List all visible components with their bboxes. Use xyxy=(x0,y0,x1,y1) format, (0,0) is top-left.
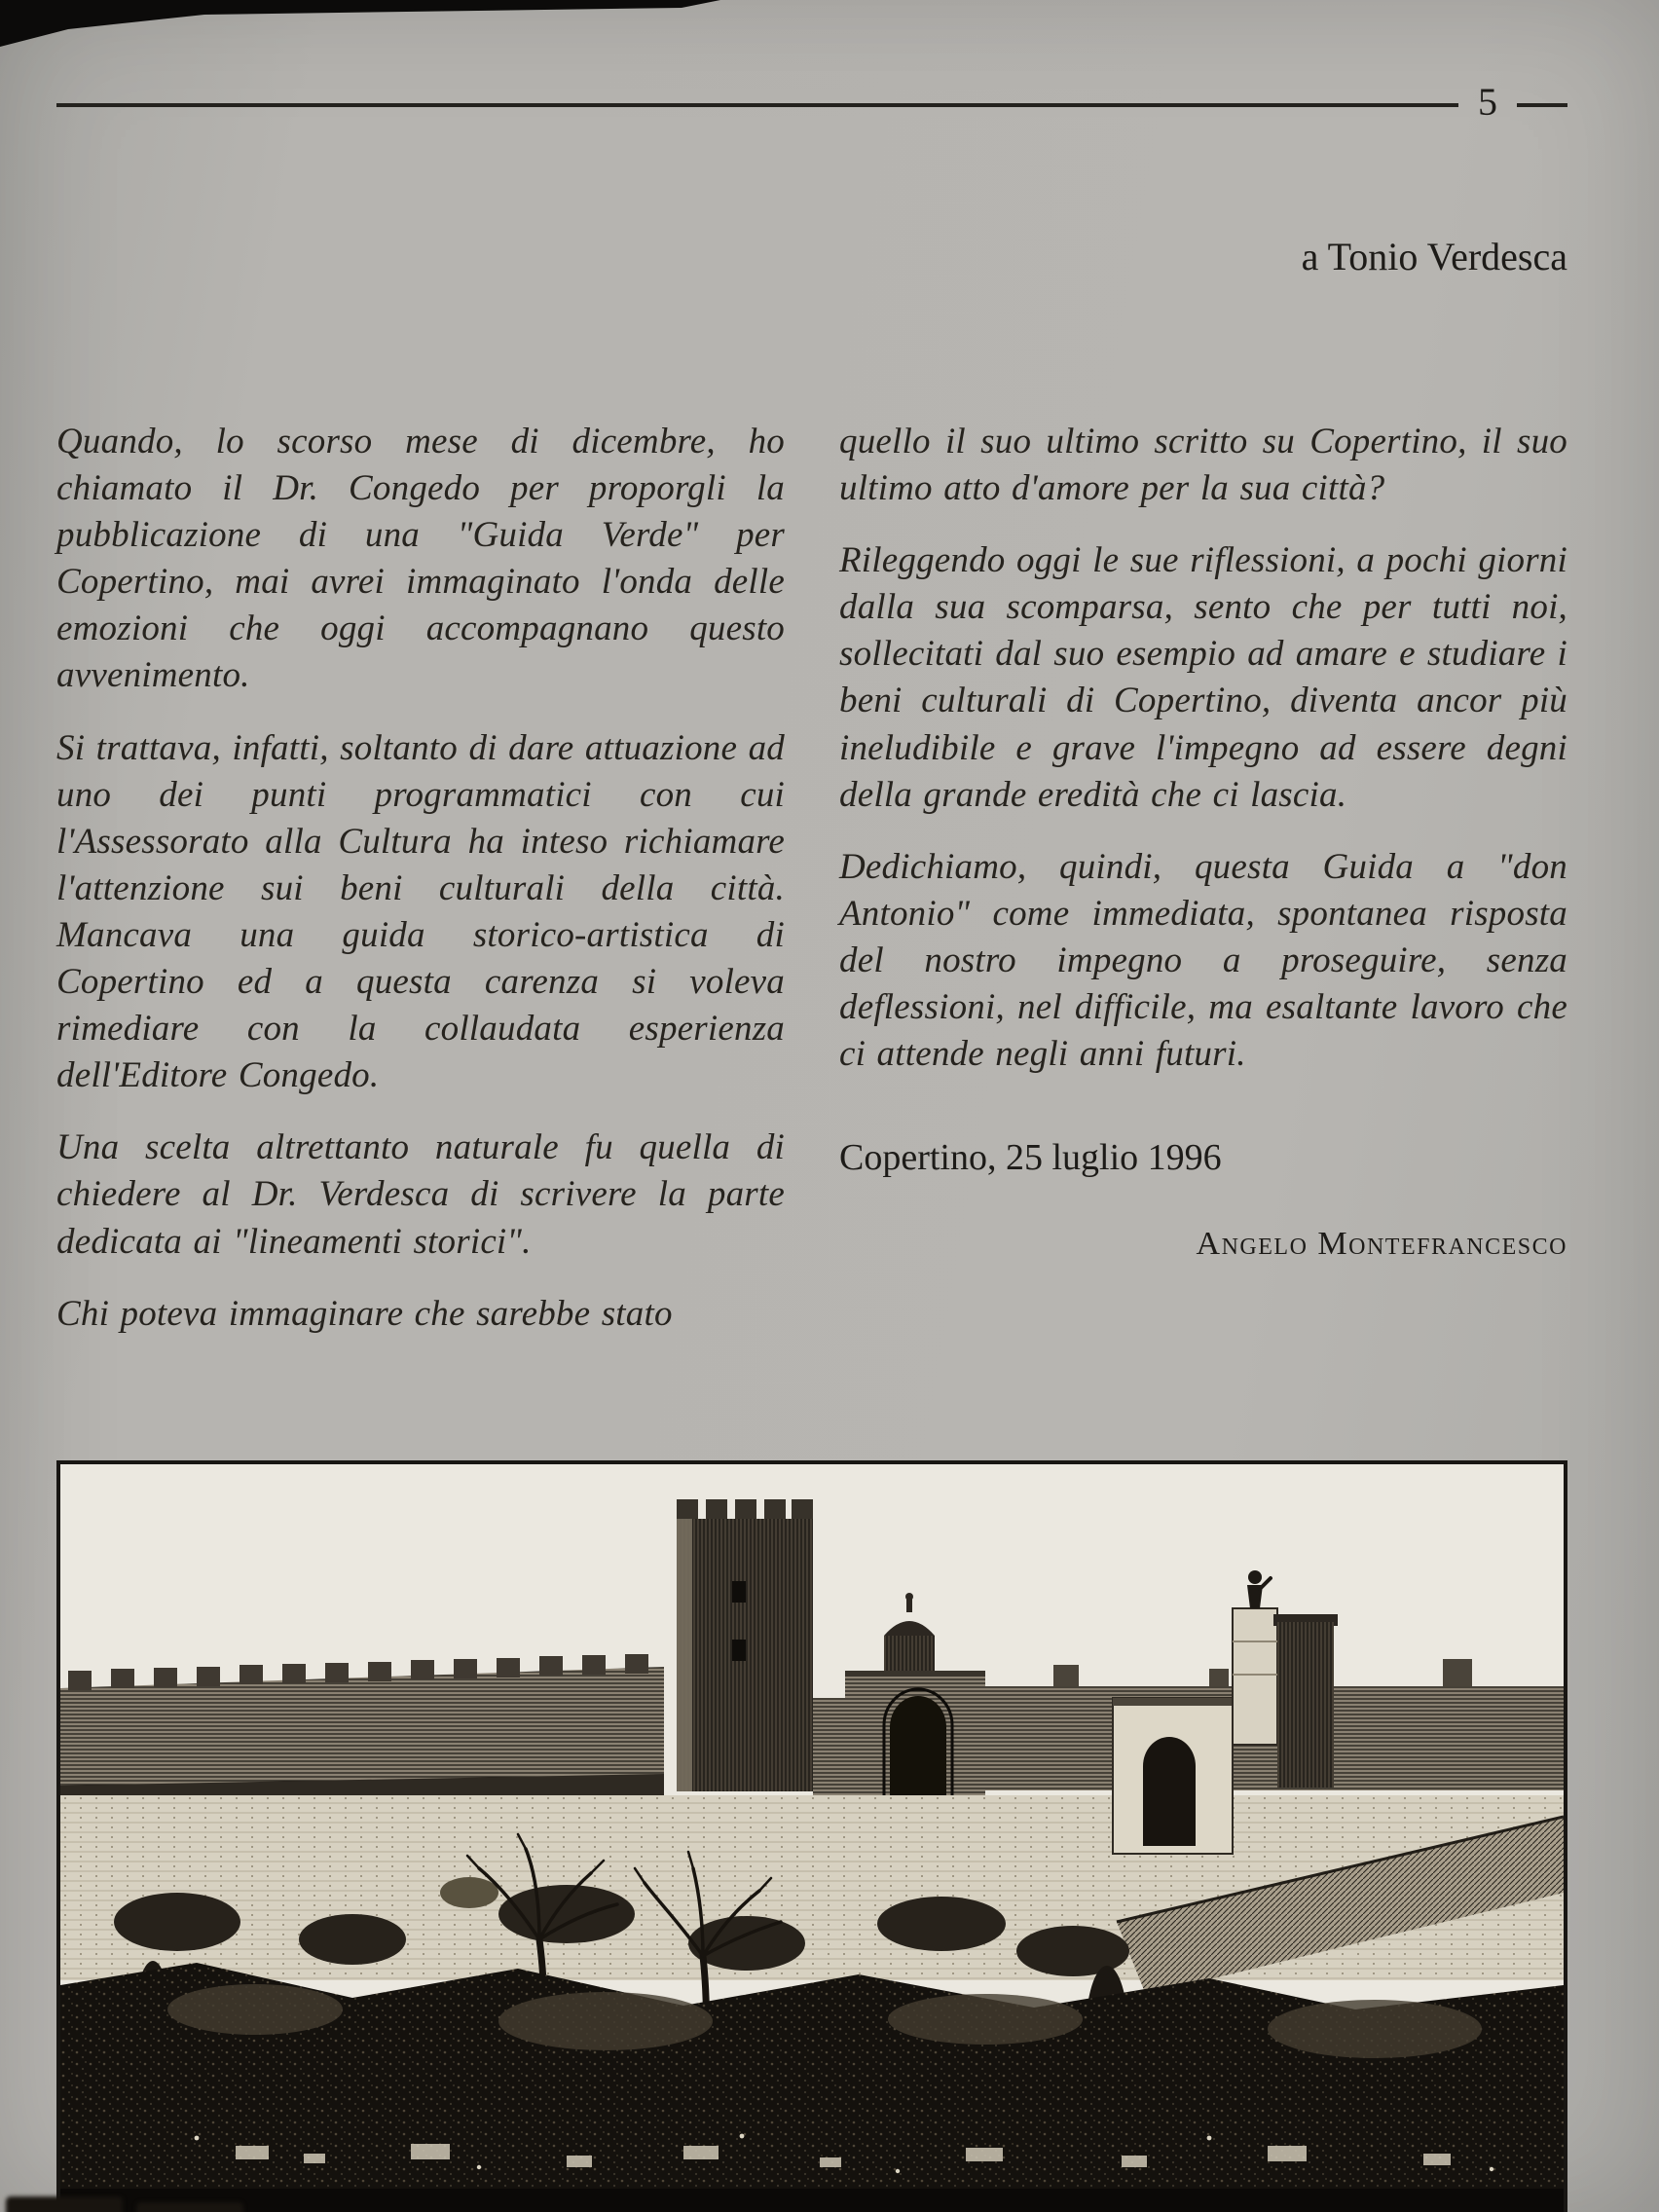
scan-edge-artifact xyxy=(0,0,720,47)
header-rule xyxy=(56,103,1458,107)
paragraph: Una scelta altrettanto naturale fu quella di chiedere al Dr. Verdesca di scrivere la parte dedicata ai "lineamenti storici". xyxy=(56,1127,785,1262)
paragraph: Quando, lo scorso mese di dicembre, ho chiamato il Dr. Congedo per proporgli la pubblicazione di una "Guida Verde" per Copertino, mai avrei immaginato l'onda delle emozioni che oggi accompagnano questo avvenimento. xyxy=(56,422,785,696)
header-rule-short xyxy=(1517,103,1567,107)
paragraph: quello il suo ultimo scritto su Copertino, il suo ultimo atto d'amore per la sua città? xyxy=(839,422,1567,509)
page-header xyxy=(56,80,1567,125)
text-columns xyxy=(56,419,1567,1363)
page-number: 5 xyxy=(1478,80,1497,124)
dedication: a Tonio Verdesca xyxy=(1301,235,1567,278)
signature: Angelo Montefrancesco xyxy=(1196,1226,1567,1263)
dateline: Copertino, 25 luglio 1996 xyxy=(839,1137,1222,1179)
paragraph: Chi poteva immaginare che sarebbe stato xyxy=(56,1293,673,1334)
page-bleed-artifact xyxy=(0,2183,263,2212)
castle-engraving xyxy=(60,1464,1564,2212)
column-right xyxy=(839,419,1567,1363)
paragraph: Rileggendo oggi le sue riflessioni, a pochi giorni dalla sua scomparsa, sento che per tutti noi, sollecitati dal suo esempio ad amare e studiare i beni culturali di Copertino, diventa ancor più ineludibile e grave l'impegno ad essere degni della grande eredità che ci lascia. xyxy=(839,540,1567,815)
castle-engraving-figure xyxy=(56,1460,1567,2212)
paragraph: Dedichiamo, quindi, questa Guida a "don Antonio" come immediata, spontanea risposta del nostro impegno a proseguire, senza deflessioni, nel difficile, ma esaltante lavoro che ci attende negli anni futuri. xyxy=(839,846,1567,1075)
paragraph: Si trattava, infatti, soltanto di dare attuazione ad uno dei punti programmatici con cui l'Assessorato alla Cultura ha inteso richiamare l'attenzione sui beni culturali della città. Mancava una guida storico-artistica di Copertino ed a questa carenza si voleva rimediare con la collaudata esperienza dell'Editore Congedo. xyxy=(56,727,785,1096)
column-left xyxy=(56,419,785,1363)
